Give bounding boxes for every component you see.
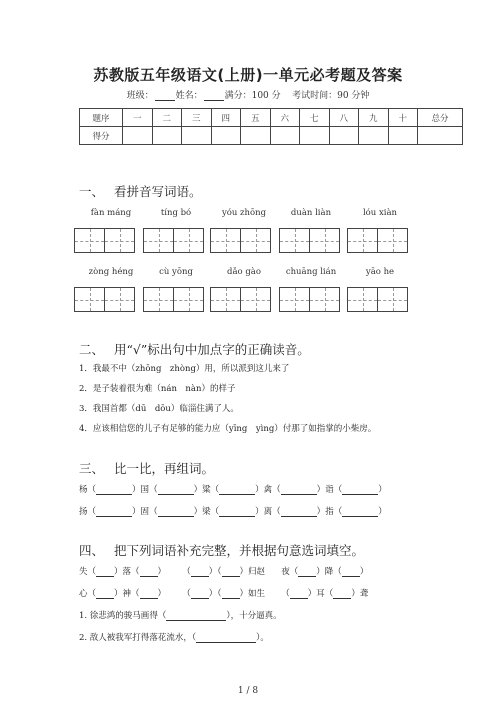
sentence-text: 2. 敌人被我军打得落花流水，（ bbox=[79, 633, 197, 643]
question-item: 4．应该相信您的儿子有足够的能力应（yīng yìng）付那了如指掌的小柴房。 bbox=[79, 424, 377, 434]
section-title: 把下列词语补充完整，并根据句意选词填空。 bbox=[114, 543, 365, 558]
pinyin: chuāng lián bbox=[285, 267, 337, 277]
idiom-text: （ bbox=[281, 589, 290, 599]
character: 指 bbox=[325, 507, 334, 517]
pinyin: dǎo gào bbox=[227, 267, 261, 277]
idiom-text: 心（ bbox=[79, 589, 97, 599]
answer-blank[interactable] bbox=[281, 507, 317, 517]
page-title: 苏教版五年级语文(上册)一单元必考题及答案 bbox=[93, 66, 403, 84]
table-cell: 五 bbox=[241, 109, 271, 127]
idiom-text: ）落（ bbox=[114, 567, 140, 577]
section-title: 看拼音写词语。 bbox=[114, 184, 202, 199]
question-item: 2．是子装着很为难（nán nàn）的样子 bbox=[79, 384, 236, 394]
compare-row-1: 杨（ ）国（ ）粱（ ）禽（ ）诣（ ） bbox=[79, 485, 387, 495]
character: 扬 bbox=[79, 507, 88, 517]
idiom-text: ）聋 bbox=[351, 589, 369, 599]
answer-blank[interactable] bbox=[96, 589, 114, 599]
table-cell: 八 bbox=[329, 109, 359, 127]
writing-grid[interactable] bbox=[210, 228, 271, 253]
sentence-text: ），十分逼真。 bbox=[226, 611, 282, 621]
idiom-row-1 bbox=[79, 565, 368, 577]
section-number: 一、 bbox=[79, 184, 105, 199]
pinyin: lóu xiàn bbox=[362, 208, 398, 218]
idiom-text: （ bbox=[182, 589, 191, 599]
answer-blank[interactable] bbox=[140, 589, 158, 599]
answer-blank[interactable] bbox=[222, 567, 240, 577]
answer-blank[interactable] bbox=[158, 485, 194, 495]
answer-blank[interactable] bbox=[333, 589, 351, 599]
idiom-text: ）归赵 bbox=[239, 567, 266, 577]
idiom-text: ）（ bbox=[208, 589, 222, 599]
character: 固 bbox=[140, 507, 150, 517]
idiom-text: （ bbox=[182, 567, 191, 577]
idiom-text: 夜（ bbox=[281, 567, 299, 577]
score-cell[interactable] bbox=[329, 127, 359, 145]
answer-blank[interactable] bbox=[342, 567, 360, 577]
answer-blank[interactable] bbox=[219, 507, 255, 517]
pinyin: duàn liàn bbox=[290, 208, 332, 218]
score-table bbox=[79, 108, 463, 145]
answer-blank[interactable] bbox=[191, 589, 209, 599]
pinyin: yāo he bbox=[365, 267, 395, 277]
full-score: 满分：100 分 bbox=[224, 91, 281, 101]
score-table-score-row bbox=[80, 127, 463, 145]
score-cell[interactable] bbox=[388, 127, 418, 145]
answer-blank[interactable] bbox=[96, 567, 114, 577]
score-cell[interactable] bbox=[182, 127, 212, 145]
fill-sentence-2 bbox=[79, 631, 269, 643]
table-cell: 十 bbox=[388, 109, 418, 127]
score-cell[interactable] bbox=[359, 127, 389, 145]
exam-time: 考试时间：90 分钟 bbox=[292, 91, 370, 101]
character: 诣 bbox=[325, 485, 334, 495]
character: 离 bbox=[263, 507, 273, 517]
section-number: 二、 bbox=[79, 342, 105, 357]
class-blank bbox=[155, 91, 175, 101]
answer-blank[interactable] bbox=[166, 611, 226, 621]
section-title: 用“√”标出句中加点字的正确读音。 bbox=[114, 342, 310, 357]
table-cell: 四 bbox=[211, 109, 241, 127]
table-cell: 二 bbox=[152, 109, 182, 127]
section-title: 比一比，再组词。 bbox=[114, 461, 215, 476]
fill-sentence-1 bbox=[79, 609, 282, 621]
table-cell: 一 bbox=[123, 109, 153, 127]
table-cell: 题序 bbox=[80, 109, 123, 127]
writing-grid[interactable] bbox=[347, 287, 408, 312]
section-number: 四、 bbox=[79, 543, 105, 558]
exam-info bbox=[0, 88, 496, 101]
section-2-heading bbox=[79, 340, 310, 358]
writing-grid[interactable] bbox=[279, 228, 340, 253]
table-cell: 九 bbox=[359, 109, 389, 127]
answer-blank[interactable] bbox=[158, 507, 194, 517]
character: 梁 bbox=[202, 507, 211, 517]
idiom-text: ）（ bbox=[208, 567, 222, 577]
page-number: 1 / 8 bbox=[237, 686, 259, 696]
answer-blank[interactable] bbox=[281, 485, 317, 495]
writing-grid[interactable] bbox=[74, 228, 135, 253]
answer-blank[interactable] bbox=[191, 567, 209, 577]
writing-grid[interactable] bbox=[347, 228, 408, 253]
answer-blank[interactable] bbox=[342, 507, 378, 517]
answer-blank[interactable] bbox=[196, 633, 256, 643]
idiom-text: ）神（ bbox=[114, 589, 140, 599]
sentence-text: ）。 bbox=[256, 633, 269, 643]
question-item: 1．我最不中（zhōng zhòng）用，所以派到这儿来了 bbox=[79, 364, 290, 374]
pinyin: zòng héng bbox=[88, 267, 134, 277]
idiom-text: 失（ bbox=[79, 567, 97, 577]
idiom-row-2 bbox=[79, 587, 368, 599]
answer-blank[interactable] bbox=[298, 567, 316, 577]
score-cell[interactable] bbox=[123, 127, 153, 145]
writing-grid[interactable] bbox=[143, 228, 204, 253]
section-number: 三、 bbox=[79, 461, 105, 476]
score-cell[interactable] bbox=[211, 127, 241, 145]
question-item: 3．我国首都（dū dōu）临淄住满了人。 bbox=[79, 404, 239, 414]
score-cell[interactable] bbox=[270, 127, 300, 145]
idiom-text: ）耳（ bbox=[307, 589, 334, 599]
idiom-text: ） bbox=[157, 567, 167, 577]
table-cell: 得分 bbox=[80, 127, 123, 145]
answer-blank[interactable] bbox=[96, 485, 132, 495]
score-table-header-row bbox=[80, 109, 463, 127]
score-cell[interactable] bbox=[300, 127, 330, 145]
pinyin: yóu zhōng bbox=[221, 208, 267, 218]
pinyin: tíng bó bbox=[160, 208, 192, 218]
answer-blank[interactable] bbox=[96, 507, 132, 517]
writing-grid[interactable] bbox=[210, 287, 271, 312]
name-blank bbox=[204, 91, 224, 101]
answer-blank[interactable] bbox=[342, 485, 378, 495]
class-label: 班级： bbox=[126, 91, 154, 101]
writing-grid[interactable] bbox=[143, 287, 204, 312]
idiom-text: ） bbox=[157, 589, 167, 599]
compare-row-2: 扬（ ）固（ ）梁（ ）离（ ）指（ ） bbox=[79, 507, 387, 517]
table-cell: 七 bbox=[300, 109, 330, 127]
table-cell: 六 bbox=[270, 109, 300, 127]
character: 禽 bbox=[263, 485, 273, 495]
idiom-text: ）降（ bbox=[316, 567, 342, 577]
character: 粱 bbox=[202, 485, 211, 495]
score-cell[interactable] bbox=[241, 127, 271, 145]
score-cell[interactable] bbox=[152, 127, 182, 145]
character: 杨 bbox=[79, 485, 88, 495]
idiom-text: ） bbox=[359, 567, 369, 577]
answer-blank[interactable] bbox=[290, 589, 308, 599]
table-cell: 总分 bbox=[418, 109, 463, 127]
answer-blank[interactable] bbox=[222, 589, 240, 599]
name-label: 姓名： bbox=[175, 91, 203, 101]
pinyin: cù yōng bbox=[159, 267, 193, 277]
answer-blank[interactable] bbox=[219, 485, 255, 495]
pinyin: fàn máng bbox=[90, 208, 132, 218]
idiom-text: ）如生 bbox=[239, 589, 266, 599]
character: 国 bbox=[140, 485, 150, 495]
score-cell[interactable] bbox=[418, 127, 463, 145]
sentence-text: 1. 徐悲鸿的骏马画得（ bbox=[79, 611, 167, 621]
writing-grid[interactable] bbox=[74, 287, 135, 312]
table-cell: 三 bbox=[182, 109, 212, 127]
section-1-heading bbox=[79, 182, 202, 200]
answer-blank[interactable] bbox=[140, 567, 158, 577]
section-3-heading bbox=[79, 459, 214, 477]
section-4-heading bbox=[79, 541, 364, 559]
writing-grid[interactable] bbox=[279, 287, 340, 312]
